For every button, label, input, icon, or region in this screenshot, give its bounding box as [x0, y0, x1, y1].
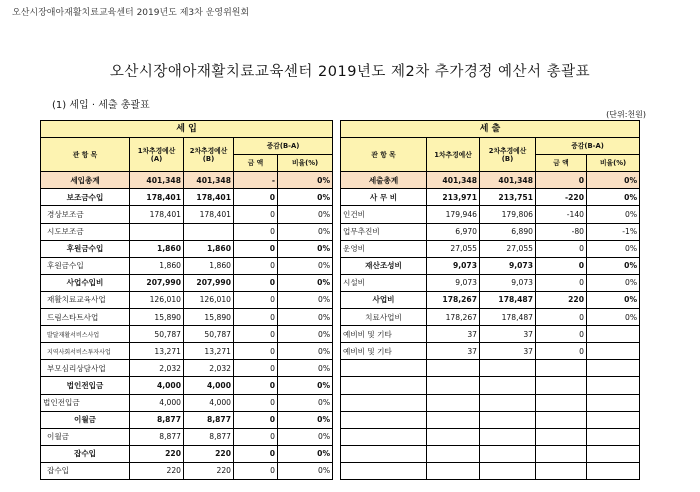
expenditure-row: [341, 462, 640, 479]
expenditure-row: [341, 223, 640, 240]
revenue-first-cell: 8,877: [130, 411, 184, 428]
expenditure-first-cell: 6,970: [427, 223, 480, 240]
revenue-second-cell: 4,000: [184, 377, 234, 394]
revenue-second-cell: 8,877: [184, 428, 234, 445]
revenue-item-header: 관 항 목: [41, 138, 130, 172]
expenditure-row: [341, 274, 640, 291]
expenditure-label-cell: [341, 360, 427, 377]
expenditure-second-cell: 9,073: [480, 257, 536, 274]
revenue-label-cell: 잡수입: [41, 445, 130, 462]
expenditure-amount-cell: [536, 394, 587, 411]
revenue-first-cell: 4,000: [130, 377, 184, 394]
revenue-label-cell: 드림스타트사업: [41, 309, 130, 326]
revenue-ratio-cell: 0%: [278, 223, 333, 240]
revenue-amount-cell: 0: [234, 377, 278, 394]
expenditure-row: [341, 394, 640, 411]
expenditure-first-cell: 178,267: [427, 291, 480, 308]
revenue-label-cell: 후원금수입: [41, 257, 130, 274]
expenditure-amount-cell: 0: [536, 309, 587, 326]
expenditure-amount-cell: -140: [536, 206, 587, 223]
page-title: 오산시장애아재활치료교육센터 2019년도 제2차 추가경정 예산서 총괄표: [109, 64, 591, 80]
revenue-second-header: 2차추경예산 (B): [184, 138, 234, 172]
expenditure-first-cell: 27,055: [427, 240, 480, 257]
revenue-second-cell: 4,000: [184, 394, 234, 411]
revenue-ratio-cell: 0%: [278, 462, 333, 479]
expenditure-amount-cell: 0: [536, 274, 587, 291]
revenue-label-cell: 이월금: [41, 411, 130, 428]
revenue-second-cell: [184, 223, 234, 240]
revenue-ratio-cell: 0%: [278, 189, 333, 206]
expenditure-second-cell: [480, 411, 536, 428]
expenditure-amount-cell: [536, 360, 587, 377]
expenditure-ratio-cell: [587, 377, 640, 394]
revenue-first-cell: 220: [130, 445, 184, 462]
revenue-ratio-cell: 0%: [278, 394, 333, 411]
expenditure-first-cell: 179,946: [427, 206, 480, 223]
revenue-row: [41, 326, 333, 343]
revenue-second-cell: 8,877: [184, 411, 234, 428]
revenue-ratio-cell: 0%: [278, 360, 333, 377]
revenue-amount-cell: 0: [234, 326, 278, 343]
revenue-first-cell: 50,787: [130, 326, 184, 343]
revenue-label-cell: 이월금: [41, 428, 130, 445]
revenue-ratio-cell: 0%: [278, 274, 333, 291]
revenue-amount-cell: 0: [234, 291, 278, 308]
expenditure-ratio-cell: [587, 411, 640, 428]
expenditure-ratio-cell: 0%: [587, 309, 640, 326]
revenue-second-cell: 13,271: [184, 343, 234, 360]
expenditure-first-cell: [427, 445, 480, 462]
unit-label: (단위:천원): [606, 110, 646, 119]
revenue-label-cell: 발달재활서비스사업: [41, 326, 130, 343]
revenue-first-cell: [130, 223, 184, 240]
expenditure-row: [341, 309, 640, 326]
revenue-ratio-cell: 0%: [278, 411, 333, 428]
expenditure-label-cell: [341, 462, 427, 479]
revenue-second-cell: 178,401: [184, 206, 234, 223]
expenditure-second-cell: 401,348: [480, 172, 536, 189]
revenue-second-cell: 50,787: [184, 326, 234, 343]
expenditure-second-cell: 37: [480, 343, 536, 360]
expenditure-label-cell: 사업비: [341, 291, 427, 308]
revenue-row: [41, 445, 333, 462]
expenditure-row: [341, 360, 640, 377]
revenue-label-cell: 후원금수입: [41, 240, 130, 257]
revenue-second-cell: 126,010: [184, 291, 234, 308]
revenue-row: [41, 411, 333, 428]
revenue-amount-cell: 0: [234, 240, 278, 257]
revenue-amount-cell: 0: [234, 394, 278, 411]
expenditure-row: [341, 206, 640, 223]
revenue-row: [41, 274, 333, 291]
revenue-first-cell: 13,271: [130, 343, 184, 360]
expenditure-amount-cell: [536, 377, 587, 394]
revenue-label-cell: 법인전입금: [41, 377, 130, 394]
expenditure-row: [341, 445, 640, 462]
revenue-amount-cell: 0: [234, 343, 278, 360]
expenditure-amount-cell: 0: [536, 257, 587, 274]
revenue-label-cell: 잡수입: [41, 462, 130, 479]
expenditure-first-header: 1차추경예산: [427, 138, 480, 172]
expenditure-row: [341, 257, 640, 274]
expenditure-row: [341, 172, 640, 189]
expenditure-second-cell: 178,487: [480, 291, 536, 308]
expenditure-amount-cell: [536, 462, 587, 479]
revenue-first-cell: 8,877: [130, 428, 184, 445]
expenditure-first-cell: 37: [427, 343, 480, 360]
section-subtitle: (1) 세입 · 세출 총괄표: [52, 100, 150, 111]
expenditure-amount-cell: -80: [536, 223, 587, 240]
revenue-row: [41, 394, 333, 411]
revenue-ratio-cell: 0%: [278, 343, 333, 360]
revenue-second-cell: 15,890: [184, 309, 234, 326]
expenditure-label-cell: [341, 411, 427, 428]
expenditure-first-cell: [427, 428, 480, 445]
expenditure-ratio-cell: [587, 360, 640, 377]
expenditure-first-cell: [427, 377, 480, 394]
expenditure-second-cell: [480, 462, 536, 479]
expenditure-second-cell: 179,806: [480, 206, 536, 223]
expenditure-label-cell: 시설비: [341, 274, 427, 291]
expenditure-ratio-cell: [587, 445, 640, 462]
revenue-section-header: 세 입: [41, 121, 333, 138]
revenue-row: [41, 462, 333, 479]
revenue-first-cell: 126,010: [130, 291, 184, 308]
expenditure-label-cell: 사 무 비: [341, 189, 427, 206]
expenditure-second-cell: 6,890: [480, 223, 536, 240]
revenue-amount-cell: 0: [234, 411, 278, 428]
revenue-amount-cell: 0: [234, 445, 278, 462]
expenditure-second-cell: 9,073: [480, 274, 536, 291]
revenue-label-cell: 사업수입비: [41, 274, 130, 291]
expenditure-amount-cell: 0: [536, 343, 587, 360]
revenue-row: [41, 189, 333, 206]
revenue-row: [41, 172, 333, 189]
expenditure-label-cell: 업무추진비: [341, 223, 427, 240]
expenditure-ratio-cell: [587, 428, 640, 445]
revenue-row: [41, 428, 333, 445]
expenditure-ratio-header: 비율(%): [587, 155, 640, 172]
expenditure-label-cell: [341, 428, 427, 445]
expenditure-label-cell: [341, 445, 427, 462]
revenue-first-cell: 178,401: [130, 189, 184, 206]
revenue-row: [41, 223, 333, 240]
revenue-row: [41, 206, 333, 223]
revenue-second-cell: 220: [184, 462, 234, 479]
revenue-label-cell: 재활치료교육사업: [41, 291, 130, 308]
expenditure-label-cell: 예비비 및 기타: [341, 326, 427, 343]
revenue-amount-cell: 0: [234, 360, 278, 377]
revenue-label-cell: 부모심리상담사업: [41, 360, 130, 377]
revenue-first-cell: 2,032: [130, 360, 184, 377]
expenditure-first-cell: [427, 360, 480, 377]
expenditure-amount-header: 금 액: [536, 155, 587, 172]
revenue-ratio-cell: 0%: [278, 445, 333, 462]
expenditure-second-cell: 27,055: [480, 240, 536, 257]
expenditure-ratio-cell: 0%: [587, 257, 640, 274]
revenue-table: [40, 120, 333, 480]
expenditure-second-cell: 213,751: [480, 189, 536, 206]
expenditure-label-cell: 운영비: [341, 240, 427, 257]
revenue-label-cell: 법인전입금: [41, 394, 130, 411]
expenditure-row: [341, 411, 640, 428]
revenue-ratio-cell: 0%: [278, 291, 333, 308]
expenditure-ratio-cell: [587, 326, 640, 343]
expenditure-ratio-cell: 0%: [587, 206, 640, 223]
expenditure-row: [341, 377, 640, 394]
expenditure-ratio-cell: 0%: [587, 291, 640, 308]
revenue-first-header: 1차추경예산 (A): [130, 138, 184, 172]
expenditure-ratio-cell: 0%: [587, 240, 640, 257]
expenditure-row: [341, 428, 640, 445]
expenditure-label-cell: 치료사업비: [341, 309, 427, 326]
revenue-ratio-cell: 0%: [278, 377, 333, 394]
revenue-label-cell: 시도보조금: [41, 223, 130, 240]
expenditure-second-cell: 178,487: [480, 309, 536, 326]
expenditure-first-cell: 178,267: [427, 309, 480, 326]
revenue-ratio-cell: 0%: [278, 240, 333, 257]
document-header: 오산시장애아재활치료교육센터 2019년도 제3차 운영위원회: [12, 8, 250, 18]
expenditure-amount-cell: [536, 445, 587, 462]
revenue-ratio-header: 비율(%): [278, 155, 333, 172]
expenditure-label-cell: 세출총계: [341, 172, 427, 189]
expenditure-first-cell: 9,073: [427, 274, 480, 291]
expenditure-label-cell: 예비비 및 기타: [341, 343, 427, 360]
revenue-row: [41, 343, 333, 360]
revenue-row: [41, 291, 333, 308]
expenditure-label-cell: 재산조성비: [341, 257, 427, 274]
revenue-first-cell: 207,990: [130, 274, 184, 291]
expenditure-row: [341, 189, 640, 206]
revenue-ratio-cell: 0%: [278, 172, 333, 189]
revenue-label-cell: 보조금수입: [41, 189, 130, 206]
revenue-second-cell: 220: [184, 445, 234, 462]
expenditure-second-cell: [480, 428, 536, 445]
revenue-diff-header: 증감(B-A): [234, 138, 333, 155]
expenditure-second-cell: [480, 445, 536, 462]
expenditure-ratio-cell: [587, 394, 640, 411]
revenue-second-cell: 2,032: [184, 360, 234, 377]
revenue-amount-cell: 0: [234, 428, 278, 445]
revenue-row: [41, 309, 333, 326]
expenditure-second-header: 2차추경예산 (B): [480, 138, 536, 172]
revenue-second-cell: 178,401: [184, 189, 234, 206]
expenditure-diff-header: 증감(B-A): [536, 138, 640, 155]
expenditure-label-cell: [341, 377, 427, 394]
revenue-row: [41, 360, 333, 377]
expenditure-amount-cell: 0: [536, 172, 587, 189]
revenue-first-cell: 15,890: [130, 309, 184, 326]
expenditure-row: [341, 326, 640, 343]
expenditure-second-cell: 37: [480, 326, 536, 343]
expenditure-first-cell: [427, 462, 480, 479]
revenue-ratio-cell: 0%: [278, 309, 333, 326]
revenue-second-cell: 401,348: [184, 172, 234, 189]
expenditure-amount-cell: 0: [536, 326, 587, 343]
expenditure-first-cell: 401,348: [427, 172, 480, 189]
expenditure-amount-cell: [536, 411, 587, 428]
revenue-amount-cell: 0: [234, 309, 278, 326]
revenue-amount-cell: 0: [234, 223, 278, 240]
revenue-second-cell: 1,860: [184, 257, 234, 274]
revenue-ratio-cell: 0%: [278, 326, 333, 343]
expenditure-row: [341, 291, 640, 308]
revenue-amount-cell: 0: [234, 274, 278, 291]
expenditure-first-cell: 9,073: [427, 257, 480, 274]
expenditure-amount-cell: -220: [536, 189, 587, 206]
revenue-row: [41, 240, 333, 257]
expenditure-first-cell: [427, 411, 480, 428]
revenue-first-cell: 4,000: [130, 394, 184, 411]
revenue-first-cell: 1,860: [130, 257, 184, 274]
expenditure-first-cell: 213,971: [427, 189, 480, 206]
revenue-label-cell: 경상보조금: [41, 206, 130, 223]
expenditure-row: [341, 343, 640, 360]
expenditure-amount-cell: [536, 428, 587, 445]
expenditure-second-cell: [480, 377, 536, 394]
revenue-row: [41, 257, 333, 274]
revenue-first-cell: 401,348: [130, 172, 184, 189]
expenditure-label-cell: [341, 394, 427, 411]
revenue-amount-header: 금 액: [234, 155, 278, 172]
expenditure-amount-cell: 0: [536, 240, 587, 257]
revenue-amount-cell: 0: [234, 462, 278, 479]
revenue-row: [41, 377, 333, 394]
revenue-label-cell: 세입총계: [41, 172, 130, 189]
expenditure-item-header: 관 항 목: [341, 138, 427, 172]
expenditure-ratio-cell: [587, 462, 640, 479]
expenditure-ratio-cell: -1%: [587, 223, 640, 240]
expenditure-ratio-cell: 0%: [587, 189, 640, 206]
expenditure-row: [341, 240, 640, 257]
revenue-amount-cell: -: [234, 172, 278, 189]
expenditure-second-cell: [480, 394, 536, 411]
expenditure-first-cell: 37: [427, 326, 480, 343]
expenditure-ratio-cell: 0%: [587, 274, 640, 291]
revenue-amount-cell: 0: [234, 257, 278, 274]
revenue-second-cell: 1,860: [184, 240, 234, 257]
expenditure-label-cell: 인건비: [341, 206, 427, 223]
revenue-ratio-cell: 0%: [278, 257, 333, 274]
revenue-first-cell: 1,860: [130, 240, 184, 257]
expenditure-table: [340, 120, 640, 480]
expenditure-first-cell: [427, 394, 480, 411]
expenditure-section-header: 세 출: [341, 121, 640, 138]
revenue-ratio-cell: 0%: [278, 428, 333, 445]
revenue-first-cell: 178,401: [130, 206, 184, 223]
expenditure-second-cell: [480, 360, 536, 377]
expenditure-ratio-cell: 0%: [587, 172, 640, 189]
revenue-amount-cell: 0: [234, 206, 278, 223]
revenue-second-cell: 207,990: [184, 274, 234, 291]
expenditure-ratio-cell: [587, 343, 640, 360]
revenue-ratio-cell: 0%: [278, 206, 333, 223]
expenditure-amount-cell: 220: [536, 291, 587, 308]
revenue-first-cell: 220: [130, 462, 184, 479]
revenue-label-cell: 지역사회서비스투자사업: [41, 343, 130, 360]
revenue-amount-cell: 0: [234, 189, 278, 206]
